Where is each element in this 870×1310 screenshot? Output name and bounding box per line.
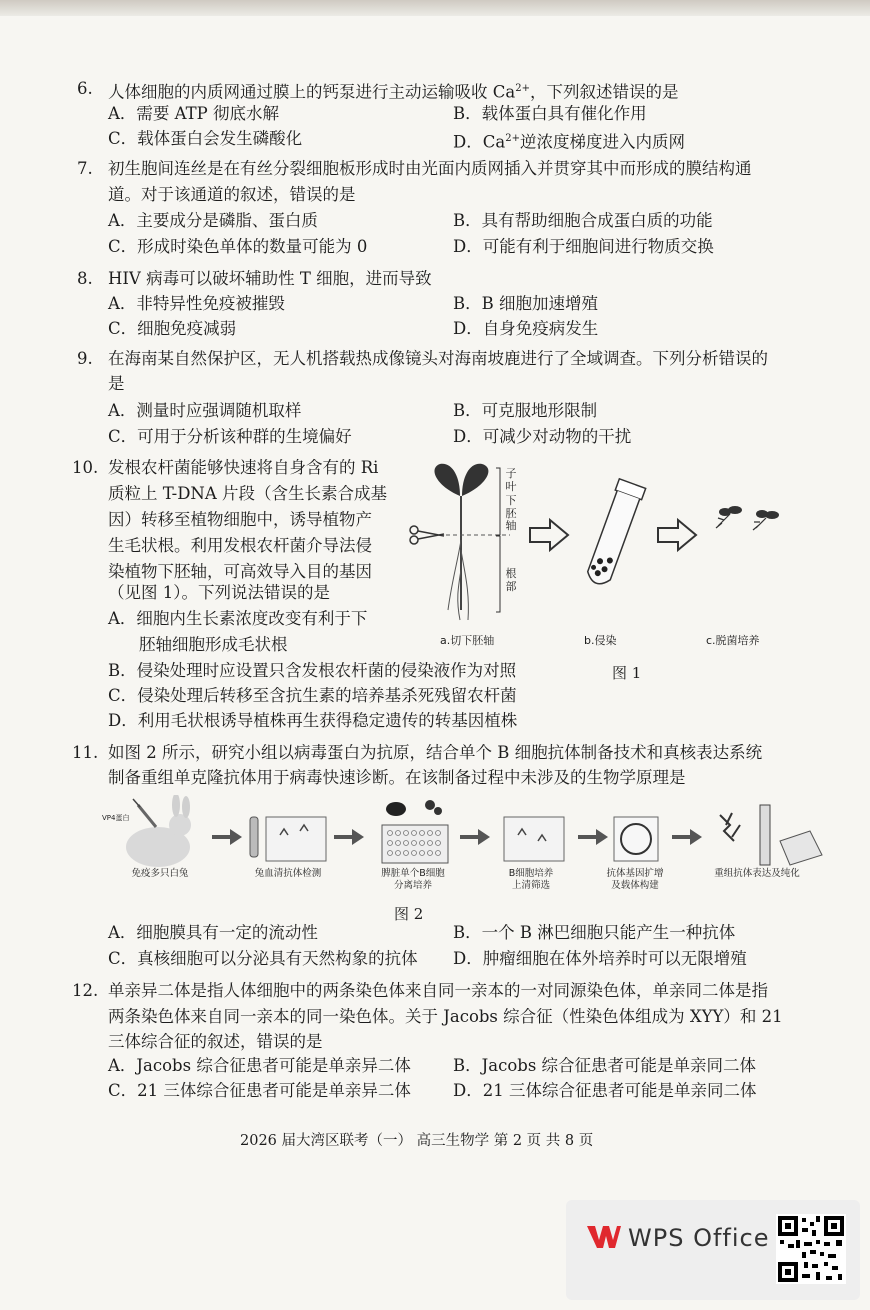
test-tube-icon	[583, 479, 646, 588]
figure-1-diagram	[400, 460, 800, 630]
screening-plate-icon	[504, 817, 564, 861]
figure-2-step: 兔血清抗体检测	[254, 868, 322, 879]
label-cotyledon: 子叶	[505, 467, 517, 493]
option-d: D．肿瘤细胞在体外培养时可以无限增殖	[453, 949, 747, 968]
question-stem-line: 三体综合征的叙述，错误的是	[108, 1032, 323, 1051]
seedling-illustration	[434, 464, 488, 620]
question-stem-line: 因）转移至植物细胞中，诱导植物产	[108, 510, 372, 529]
question-stem-line: 质粒上 T-DNA 片段（含生长素合成基	[108, 484, 388, 503]
option-a-continued: 胚轴细胞形成毛状根	[139, 635, 288, 654]
figure-1-step-b: b.侵染	[584, 634, 617, 647]
question-stem-line: 是	[108, 374, 125, 393]
option-c: C．细胞免疫减弱	[108, 319, 237, 338]
option-c: C．21 三体综合征患者可能是单亲异二体	[108, 1081, 411, 1100]
question-stem-line: 两条染色体来自同一亲本的同一染色体。关于 Jacobs 综合征（性染色体组成为 XYY）和 21	[108, 1007, 783, 1026]
option-c: C．可用于分析该种群的生境偏好	[108, 427, 352, 446]
question-stem-line: HIV 病毒可以破坏辅助性 T 细胞，进而导致	[108, 269, 432, 288]
option-a: A．主要成分是磷脂、蛋白质	[108, 211, 318, 230]
question-stem-line: 道。对于该通道的叙述，错误的是	[108, 185, 356, 204]
figure-2-caption: 图 2	[394, 905, 424, 923]
expression-purification-icon	[720, 805, 822, 865]
arrow-right-icon	[334, 829, 364, 845]
question-stem-line: 发根农杆菌能够快速将自身含有的 Ri	[108, 458, 379, 477]
figure-1-step-c: c.脱菌培养	[706, 634, 760, 647]
question-number: 10.	[72, 458, 99, 477]
explant-cultures	[716, 506, 779, 530]
label-hypocotyl: 下胚轴	[505, 494, 517, 532]
label-root: 根部	[505, 567, 517, 593]
qr-code-icon	[776, 1214, 846, 1284]
syringe-icon	[133, 799, 156, 827]
arrow-right-icon	[460, 829, 490, 845]
antigen-label: VP4蛋白	[102, 814, 130, 822]
figure-2-step: 重组抗体表达及纯化	[714, 868, 800, 879]
option-b: B．Jacobs 综合征患者可能是单亲同二体	[453, 1056, 757, 1075]
arrow-right-icon	[530, 520, 568, 550]
wps-brand-text: WPS Office	[628, 1224, 770, 1252]
option-d: D．利用毛状根诱导植株再生获得稳定遗传的转基因植株	[108, 711, 518, 730]
option-c: C．真核细胞可以分泌具有天然构象的抗体	[108, 949, 418, 968]
elisa-plate-icon	[266, 817, 326, 861]
question-stem-line: （见图 1）。下列说法错误的是	[108, 583, 330, 602]
question-number: 8.	[77, 269, 93, 288]
bracket-divider	[496, 468, 500, 612]
spleen-icon	[386, 802, 406, 816]
page-footer: 2026 届大湾区联考（一） 高三生物学 第 2 页 共 8 页	[240, 1133, 594, 1149]
option-b: B．侵染处理时应设置只含发根农杆菌的侵染液作为对照	[108, 661, 517, 680]
option-b: B．可克服地形限制	[453, 401, 598, 420]
question-stem-line: 初生胞间连丝是在有丝分裂细胞板形成时由光面内质网插入并贯穿其中而形成的膜结构通	[108, 159, 752, 178]
question-number: 7.	[77, 159, 93, 178]
option-a: A．细胞内生长素浓度改变有利于下	[108, 609, 368, 628]
question-number: 6.	[77, 79, 93, 98]
question-stem: 人体细胞的内质网通过膜上的钙泵进行主动运输吸收 $Ca^{2+}$，下列叙述错误的是	[108, 82, 679, 102]
rabbit-icon	[126, 795, 191, 867]
option-b: B．具有帮助细胞合成蛋白质的功能	[453, 211, 713, 230]
question-stem-line: 染植物下胚轴，可高效导入目的基因	[108, 562, 372, 581]
option-d: D．自身免疫病发生	[453, 319, 599, 338]
question-number: 9.	[77, 349, 93, 368]
figure-2-step: B细胞培养上清筛选	[508, 868, 554, 891]
question-stem-line: 单亲异二体是指人体细胞中的两条染色体来自同一亲本的一对同源染色体，单亲同二体是指	[108, 981, 768, 1000]
option-a: A．需要 ATP 彻底水解	[108, 104, 280, 123]
figure-2-diagram	[100, 795, 830, 875]
question-stem-line: 制备重组单克隆抗体用于病毒快速诊断。在该制备过程中未涉及的生物学原理是	[108, 768, 686, 787]
option-c: C．形成时染色单体的数量可能为 0	[108, 237, 368, 256]
option-c: C．载体蛋白会发生磷酸化	[108, 129, 303, 148]
option-d: D．21 三体综合征患者可能是单亲同二体	[453, 1081, 757, 1100]
question-stem-line: 生毛状根。利用发根农杆菌介导法侵	[108, 536, 372, 555]
arrow-right-icon	[658, 520, 696, 550]
figure-2-step: 免疫多只白兔	[131, 868, 189, 879]
option-b: B．一个 B 淋巴细胞只能产生一种抗体	[453, 923, 736, 942]
question-stem-line: 在海南某自然保护区，无人机搭载热成像镜头对海南坡鹿进行了全域调查。下列分析错误的	[108, 349, 768, 368]
arrow-right-icon	[212, 829, 242, 845]
arrow-right-icon	[672, 829, 702, 845]
question-number: 12.	[72, 981, 99, 1000]
option-c: C．侵染处理后转移至含抗生素的培养基杀死残留农杆菌	[108, 686, 517, 705]
serum-tube-icon	[250, 817, 258, 857]
option-d: D．$Ca^{2+}$逆浓度梯度进入内质网	[453, 132, 685, 152]
arrow-right-icon	[578, 829, 608, 845]
option-a: A．细胞膜具有一定的流动性	[108, 923, 318, 942]
figure-1-step-a: a.切下胚轴	[440, 634, 495, 647]
wps-logo-icon	[585, 1222, 621, 1252]
option-a: A．非特异性免疫被摧毁	[108, 294, 285, 313]
figure-2-step: 抗体基因扩增及载体构建	[606, 868, 664, 891]
figure-2-step: 脾脏单个B细胞分离培养	[381, 868, 445, 891]
option-b: B．载体蛋白具有催化作用	[453, 104, 647, 123]
option-d: D．可能有利于细胞间进行物质交换	[453, 237, 714, 256]
question-stem-line: 如图 2 所示，研究小组以病毒蛋白为抗原，结合单个 B 细胞抗体制备技术和真核表达系统	[108, 743, 763, 762]
option-a: A．测量时应强调随机取样	[108, 401, 302, 420]
question-number: 11.	[72, 743, 99, 762]
option-a: A．Jacobs 综合征患者可能是单亲异二体	[108, 1056, 411, 1075]
option-d: D．可减少对动物的干扰	[453, 427, 632, 446]
figure-1-caption: 图 1	[612, 664, 642, 682]
option-b: B．B 细胞加速增殖	[453, 294, 598, 313]
